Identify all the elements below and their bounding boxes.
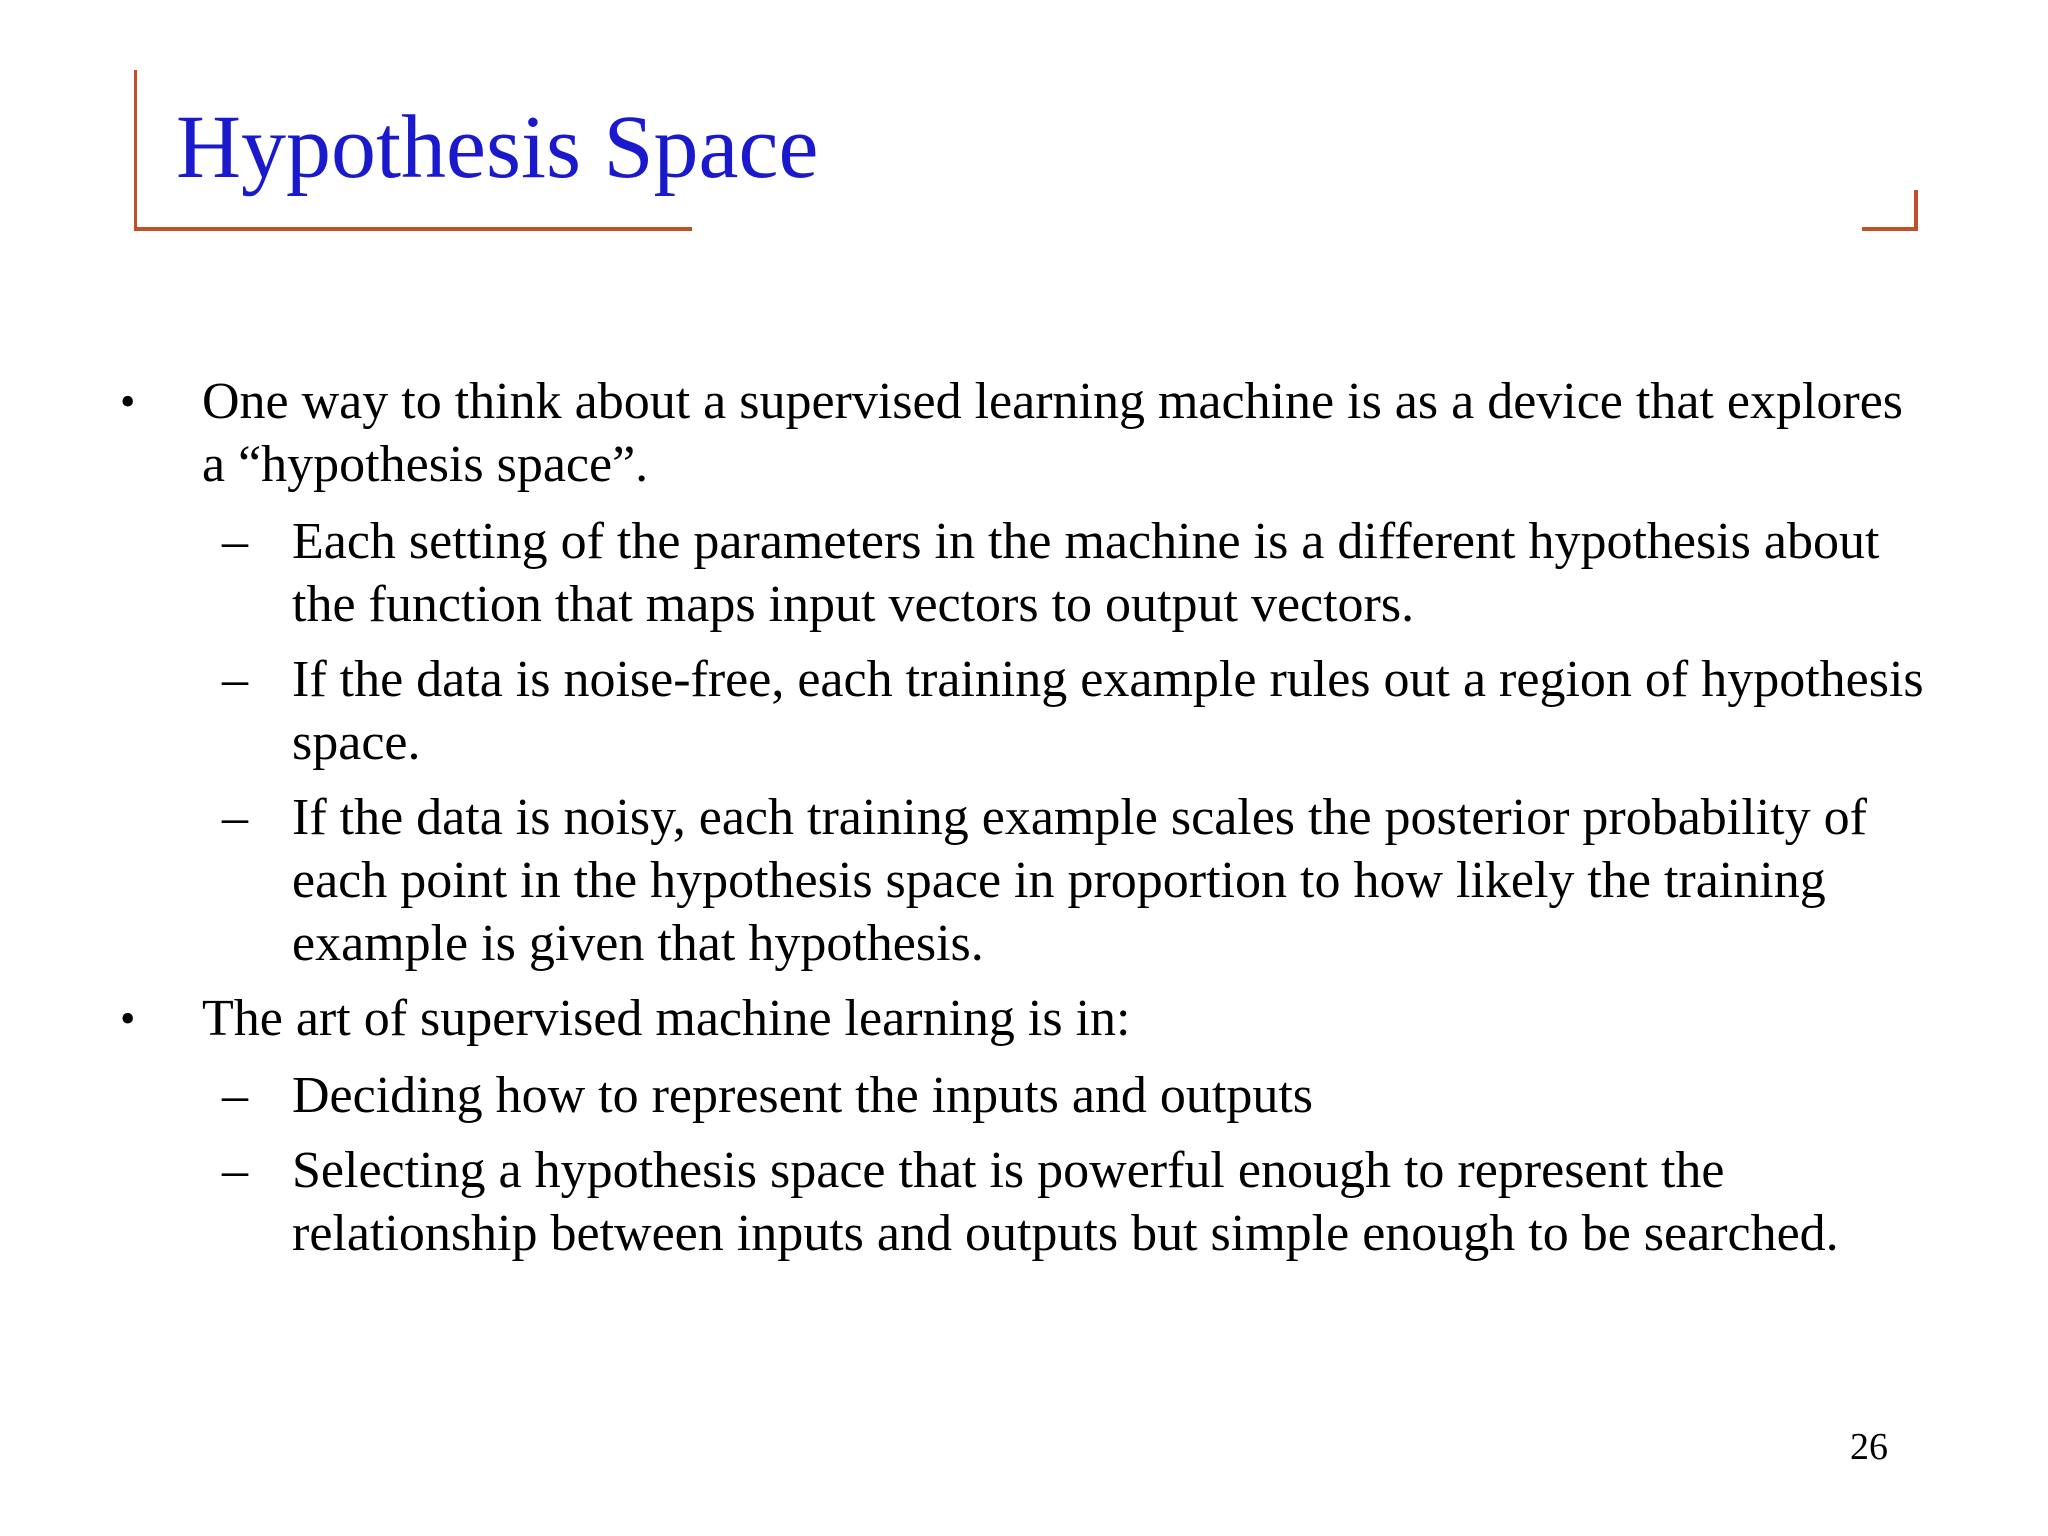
sub-bullet-text: Selecting a hypothesis space that is powerful enough to represent the relationship between inputs and outputs but simple enough to be searched. xyxy=(292,1142,1839,1262)
sub-bullet-text: Each setting of the parameters in the machine is a different hypothesis about the function that maps input vectors to output vectors. xyxy=(292,513,1880,633)
sub-bullet-item xyxy=(0,786,1942,975)
bullet-item xyxy=(0,370,1922,496)
dash-marker: – xyxy=(222,1067,248,1124)
corner-mark-vertical xyxy=(1914,190,1918,230)
title-bracket-left-line xyxy=(134,70,137,230)
sub-bullet-item xyxy=(0,1139,1942,1265)
dash-marker: – xyxy=(222,1142,248,1199)
bullet-marker: • xyxy=(120,994,136,1043)
slide-content xyxy=(0,370,2048,1277)
page-number: 26 xyxy=(1850,1426,1888,1468)
corner-mark-horizontal xyxy=(1862,227,1918,231)
slide-title: Hypothesis Space xyxy=(176,98,819,197)
title-underline xyxy=(134,227,692,231)
sub-bullet-item xyxy=(0,1064,1942,1127)
dash-marker: – xyxy=(222,651,248,708)
bullet-item xyxy=(0,987,1922,1050)
dash-marker: – xyxy=(222,513,248,570)
bullet-text: The art of supervised machine learning is in: xyxy=(202,990,1131,1047)
sub-bullet-text: If the data is noise-free, each training example rules out a region of hypothesis space. xyxy=(292,651,1924,771)
sub-bullet-text: Deciding how to represent the inputs and outputs xyxy=(292,1067,1314,1124)
bullet-marker: • xyxy=(120,377,136,426)
dash-marker: – xyxy=(222,789,248,846)
sub-bullet-item xyxy=(0,648,1942,774)
bullet-text: One way to think about a supervised learning machine is as a device that explores a “hypothesis space”. xyxy=(202,373,1904,493)
sub-bullet-item xyxy=(0,510,1942,636)
sub-bullet-text: If the data is noisy, each training example scales the posterior probability of each point in the hypothesis space in proportion to how likely the training example is given that hypothesis. xyxy=(292,789,1867,972)
